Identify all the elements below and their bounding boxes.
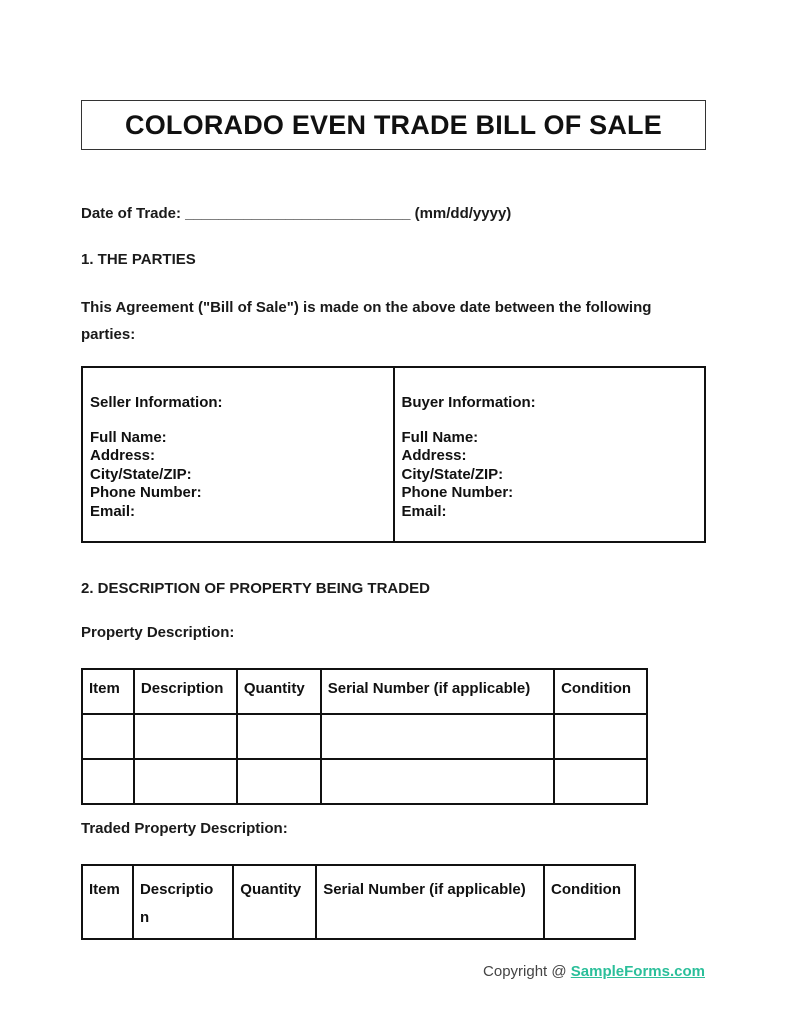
header-item: Item (82, 865, 133, 939)
traded-property-table (81, 864, 636, 940)
buyer-full-name-label: Full Name: (401, 428, 479, 446)
section-2-heading: 2. DESCRIPTION OF PROPERTY BEING TRADED (81, 580, 430, 597)
header-quantity: Quantity (237, 669, 321, 714)
seller-phone-label: Phone Number: (90, 484, 202, 501)
cell-quantity[interactable] (237, 714, 321, 759)
header-description: Description (134, 669, 237, 714)
seller-full-name-label: Full Name: (90, 428, 167, 446)
seller-email-label: Email: (90, 502, 136, 520)
copyright-footer (483, 963, 705, 980)
buyer-info-cell (393, 368, 705, 541)
header-condition: Condition (554, 669, 647, 714)
cell-condition[interactable] (554, 714, 647, 759)
cell-condition[interactable] (554, 759, 647, 804)
date-of-trade-line: Date of Trade: ___________________________ (mm/dd/yyyy) (81, 205, 512, 222)
sampleforms-link[interactable]: SampleForms.com (570, 963, 705, 980)
header-condition: Condition (544, 865, 635, 939)
buyer-city-state-zip-label: City/State/ZIP: (401, 465, 504, 483)
table-header-row (82, 669, 647, 714)
seller-city-state-zip-label: City/State/ZIP: (90, 465, 192, 483)
header-serial-number: Serial Number (if applicable) (321, 669, 554, 714)
copyright-text: Copyright @ (483, 963, 571, 980)
document-title: COLORADO EVEN TRADE BILL OF SALE (125, 109, 662, 140)
buyer-phone-label: Phone Number: (401, 484, 514, 501)
property-description-label: Property Description: (81, 624, 235, 641)
table-row (82, 714, 647, 759)
table-header-row (82, 865, 635, 939)
cell-item[interactable] (82, 759, 134, 804)
agreement-text: This Agreement ("Bill of Sale") is made on the above date between the following parties: (81, 299, 652, 343)
header-item: Item (82, 669, 134, 714)
cell-serial-number[interactable] (321, 759, 554, 804)
document-title-box (81, 100, 706, 150)
section-1-heading: 1. THE PARTIES (81, 251, 196, 268)
buyer-email-label: Email: (401, 502, 447, 520)
seller-address-label: Address: (90, 447, 156, 464)
header-description: Descriptio n (133, 865, 233, 939)
buyer-address-label: Address: (401, 447, 467, 464)
table-row (82, 759, 647, 804)
property-table (81, 668, 648, 805)
header-quantity: Quantity (233, 865, 316, 939)
cell-description[interactable] (134, 714, 237, 759)
traded-property-label: Traded Property Description: (81, 820, 288, 837)
cell-quantity[interactable] (237, 759, 321, 804)
seller-info-title: Seller Information: (90, 394, 223, 411)
header-serial-number: Serial Number (if applicable) (316, 865, 544, 939)
seller-info-cell (83, 368, 393, 541)
buyer-info-title: Buyer Information: (401, 394, 536, 411)
cell-serial-number[interactable] (321, 714, 554, 759)
parties-table (81, 366, 706, 543)
cell-description[interactable] (134, 759, 237, 804)
cell-item[interactable] (82, 714, 134, 759)
